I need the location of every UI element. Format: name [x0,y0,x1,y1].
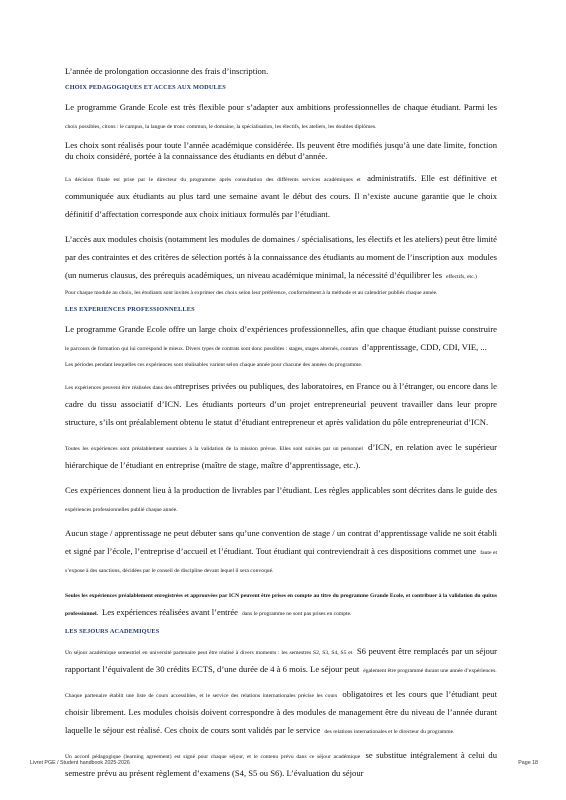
text-big: administratifs. Elle est définitive et communiquée aux étudiants au plus tard une semaine avant le début des cours. Il n’existe aucune garantie que le choix définitif d’affectation corresponde aux choix initiaux formulés par l’étudiant. [65,173,497,220]
text-small: Un accord pédagogique (learning agreement) est signé pour chaque séjour, et le contenu prévu dans ce séjour académique [65,754,361,761]
paragraph-approved-experiences [65,584,497,620]
text-big: Les expériences réalisées avant l’entrée [102,607,238,618]
paragraph-deliverables [65,480,497,516]
page-content [65,66,497,788]
paragraph-experience-places [65,376,497,430]
text-small: Toutes les expériences sont préalablement soumises à la validation de la mission prévue. Elles sont suivies par un personnel [65,446,363,453]
paragraph-prolongation-fees: L’année de prolongation occasionne des frais d’inscription. [65,66,269,76]
text-big: d’ICN, en relation avec le supérieur hiérarchique de l’étudiant en entreprise (maître de stage, maître d’apprentissage, etc.). [65,442,497,471]
text-big: Ces expériences donnent lieu à la production de livrables par l’étudiant. Les règles applicables sont décrites dans le guide des [65,485,497,496]
text-small: le parcours de formation qui lui correspond le mieux. Divers types de contrats sont donc possibles : stages, stages alternés, contrats [65,345,359,352]
text-small: Les expériences peuvent être réalisées dans des e [65,385,176,392]
paragraph-module-preferences: Pour chaque module au choix, les étudiants sont invités à exprimer des choix selon leur préférence, conformément à la méthode et au calendrier publiés chaque année. [65,290,438,297]
paragraph-flexibility [65,97,497,133]
text-big: Le programme Grande Ecole est très flexible pour s’adapter aux ambitions professionnelles de chaque étudiant. Parmi les [65,102,497,113]
text-small: expériences professionnelles publié chaque année. [65,507,178,514]
text-small: des relations internationales et le directeur du programme. [324,729,455,736]
paragraph-choices-year: Les choix sont réalisés pour toute l’année académique considérée. Ils peuvent être modifiés jusqu’à une date limite, fonction du choix considéré, portée à la connaissance des étudiants en début d’année. [65,140,497,161]
text-big: Aucun stage / apprentissage ne peut débuter sans qu’une convention de stage / un contrat d’apprentissage valide ne soit établi et signé par l’école, l’entreprise d’accueil et l’étudiant. Tout étudiant qui contreviendrait à ces dispositions commet une [65,528,497,557]
text-big: S6 peuvent être remplacés par un séjour rapportant l’équivalent de 30 crédits ECTS, d’une durée de 4 à 6 mois. Le séjour peut [65,646,498,675]
text-small: La décision finale est prise par le directeur du programme après consultation des différents services académiques et [65,177,361,184]
paragraph-final-decision [65,168,497,222]
paragraph-experience-periods: Les périodes pendant lesquelles ces expériences sont réalisables varient selon chaque année pour chacune des années du programme. [65,361,363,368]
footer-handbook-title: Livret PGE / Student handbook 2025-2026 [30,760,130,766]
text-big: se substitue intégralement à celui du semestre prévu au présent règlement d’examens (S4, S5 ou S6). L’évaluation du séjour [65,750,498,779]
text-small: Chaque partenaire établit une liste de cours accessibles, et le service des relations internationales précise les cours [65,693,338,700]
text-small: effectifs, etc.) [446,274,477,281]
text-small: choix possibles, citons : le campus, la langue de tronc commun, le domaine, la spécialisation, les électifs, les ateliers, les doubles diplômes. [65,124,377,131]
text-big: obligatoires et les cours que l’étudiant peut choisir librement. Les modules choisis doivent correspondre à des modules de management être du niveau de l’année durant laquelle le séjour est réalisé. Ces choix de cours sont validés par le service [65,689,497,736]
section-heading-sejours: LES SEJOURS ACADEMIQUES [65,628,160,636]
section-heading-choix-pedagogiques: CHOIX PEDAGOGIQUES ET ACCES AUX MODULES [65,84,226,92]
footer-page-number: Page 18 [518,760,538,766]
text-big: modules (un numerus clausus, des prérequis académiques, un niveau académique minimal, la nécessité d’équilibrer les [65,252,497,281]
text-big: L’accès aux modules choisis (notamment les modules de domaines / spécialisations, les électifs et les ateliers) peut être limité par des contraintes et des critères de sélection portés à la connaissance des étudiants au moment de l’inscription aux [65,234,497,263]
section-heading-experiences: LES EXPERIENCES PROFESSIONNELLES [65,305,195,313]
text-small: Un séjour académique semestriel en université partenaire peut être réalisé à divers moments : les semestres S2, S3, S4, S5 et [65,650,353,657]
paragraph-internship-agreement [65,523,497,577]
paragraph-partner-courses [65,684,497,738]
text-small: dans le programme ne sont pas prises en compte. [242,611,352,618]
text-big: ntreprises privées ou publiques, des laboratoires, en France ou à l’étranger, ou encore dans le cadre du tissu associatif d’ICN. Les étudiants porteurs d’un projet entrepreneurial peuvent travailler dans leur propre structure, s’ils ont préalablement obtenu le statut d’étudiant entrepreneur et après validation du pôle entrepreneuriat d’ICN. [65,381,497,428]
text-big: d’apprentissage, CDD, CDI, VIE, ... [362,341,487,352]
text-small: faute et s’expose à des sanctions, décidées par le conseil de discipline devant lequel il sera convoqué. [65,550,498,575]
text-small: Seules les expériences préalablement enregistrées et approuvées par ICN peuvent être prises en compte au titre du programme Grande Ecole, et contribuer à la validation du quitus professionnel. [65,593,497,618]
text-small: également être programmé durant une année d’expériences. [363,668,497,675]
text-big: Le programme Grande Ecole offre un large choix d’expériences professionnelles, afin que chaque étudiant puisse construire [65,323,497,334]
paragraph-experience-validation [65,437,497,473]
paragraph-module-access [65,229,497,283]
paragraph-experience-choice [65,319,497,355]
paragraph-semester-abroad [65,641,497,677]
